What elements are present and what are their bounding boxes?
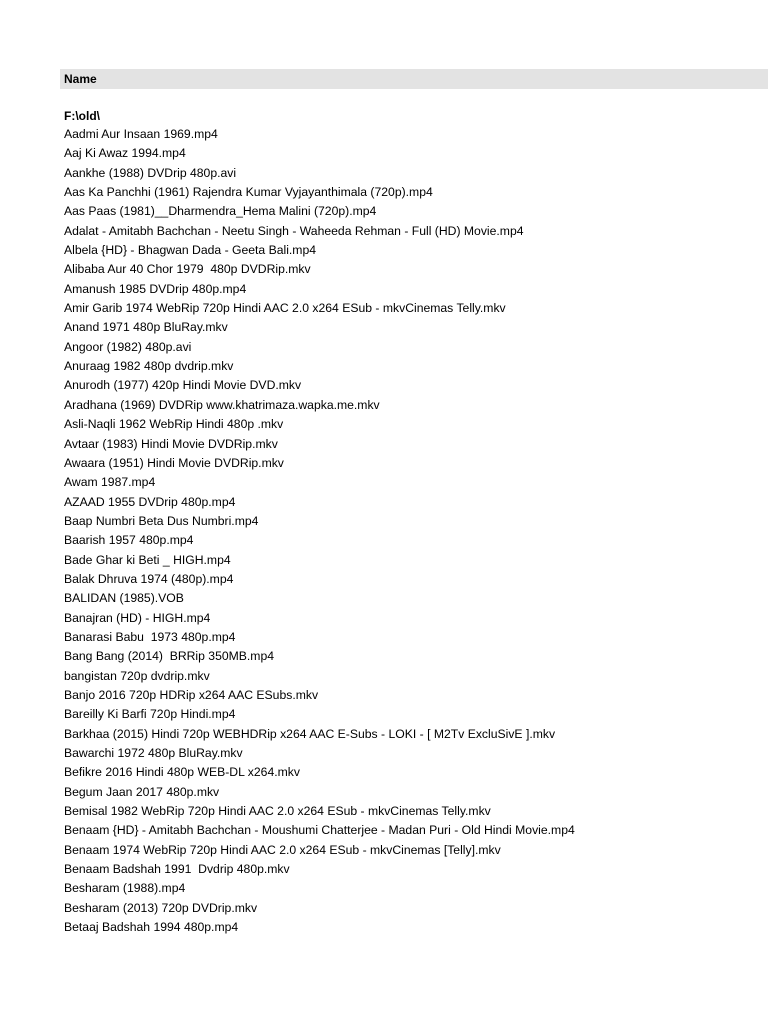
file-entry: Angoor (1982) 480p.avi (64, 339, 192, 354)
file-entry: Banjo 2016 720p HDRip x264 AAC ESubs.mkv (64, 687, 319, 702)
file-entry: Betaaj Badshah 1994 480p.mp4 (64, 920, 239, 935)
file-entry: AZAAD 1955 DVDrip 480p.mp4 (64, 494, 236, 509)
file-entry: Banarasi Babu 1973 480p.mp4 (64, 629, 236, 644)
file-entry: Adalat - Amitabh Bachchan - Neetu Singh - Waheeda Rehman - Full (HD) Movie.mp4 (64, 223, 524, 238)
file-entry: Anuraag 1982 480p dvdrip.mkv (64, 359, 234, 374)
file-entry: Aadmi Aur Insaan 1969.mp4 (64, 127, 218, 141)
file-entry: Bang Bang (2014) BRRip 350MB.mp4 (64, 649, 275, 664)
file-entry: BALIDAN (1985).VOB (64, 591, 184, 606)
file-entry: Awaara (1951) Hindi Movie DVDRip.mkv (64, 455, 284, 470)
file-entry: Aankhe (1988) DVDrip 480p.avi (64, 165, 237, 180)
file-entry: Awam 1987.mp4 (64, 475, 156, 490)
file-entry: bangistan 720p dvdrip.mkv (64, 668, 210, 683)
file-entry: Begum Jaan 2017 480p.mkv (64, 784, 220, 799)
file-list (64, 125, 575, 937)
file-entry: Anurodh (1977) 420p Hindi Movie DVD.mkv (64, 378, 302, 393)
file-entry: Barkhaa (2015) Hindi 720p WEBHDRip x264 AAC E-Subs - LOKI - [ M2Tv ExcluSivE ].mkv (64, 726, 556, 741)
file-entry: Amanush 1985 DVDrip 480p.mp4 (64, 281, 247, 296)
file-entry: Baarish 1957 480p.mp4 (64, 533, 194, 548)
file-entry: Besharam (1988).mp4 (64, 881, 186, 896)
file-entry: Baap Numbri Beta Dus Numbri.mp4 (64, 513, 259, 528)
file-entry: Bareilly Ki Barfi 720p Hindi.mp4 (64, 707, 236, 722)
file-entry: Aradhana (1969) DVDRip www.khatrimaza.wapka.me.mkv (64, 397, 380, 412)
file-entry: Anand 1971 480p BluRay.mkv (64, 320, 228, 335)
folder-path: F:\old\ (64, 109, 100, 123)
file-entry: Benaam Badshah 1991 Dvdrip 480p.mkv (64, 862, 290, 877)
file-entry: Benaam {HD} - Amitabh Bachchan - Moushumi Chatterjee - Madan Puri - Old Hindi Movie.mp4 (64, 823, 575, 838)
file-entry: Alibaba Aur 40 Chor 1979 480p DVDRip.mkv (64, 262, 311, 277)
file-entry: Aas Paas (1981)__Dharmendra_Hema Malini (720p).mp4 (64, 204, 377, 219)
file-entry: Asli-Naqli 1962 WebRip Hindi 480p .mkv (64, 417, 284, 432)
file-entry: Bawarchi 1972 480p BluRay.mkv (64, 746, 243, 760)
file-entry: Benaam 1974 WebRip 720p Hindi AAC 2.0 x264 ESub - mkvCinemas [Telly].mkv (64, 842, 501, 857)
file-entry: Amir Garib 1974 WebRip 720p Hindi AAC 2.0 x264 ESub - mkvCinemas Telly.mkv (64, 301, 506, 316)
file-entry: Albela {HD} - Bhagwan Dada - Geeta Bali.mp4 (64, 243, 317, 258)
file-entry: Avtaar (1983) Hindi Movie DVDRip.mkv (64, 436, 278, 451)
file-entry: Banajran (HD) - HIGH.mp4 (64, 610, 211, 625)
file-entry: Aas Ka Panchhi (1961) Rajendra Kumar Vyjayanthimala (720p).mp4 (64, 185, 433, 200)
file-entry: Bade Ghar ki Beti _ HIGH.mp4 (64, 552, 231, 567)
file-entry: Befikre 2016 Hindi 480p WEB-DL x264.mkv (64, 765, 300, 780)
file-entry: Besharam (2013) 720p DVDrip.mkv (64, 900, 258, 915)
file-entry: Bemisal 1982 WebRip 720p Hindi AAC 2.0 x264 ESub - mkvCinemas Telly.mkv (64, 804, 491, 819)
file-entry: Aaj Ki Awaz 1994.mp4 (64, 146, 186, 161)
file-entry: Balak Dhruva 1974 (480p).mp4 (64, 571, 234, 586)
column-header (60, 69, 768, 89)
column-header-name: Name (64, 72, 97, 86)
